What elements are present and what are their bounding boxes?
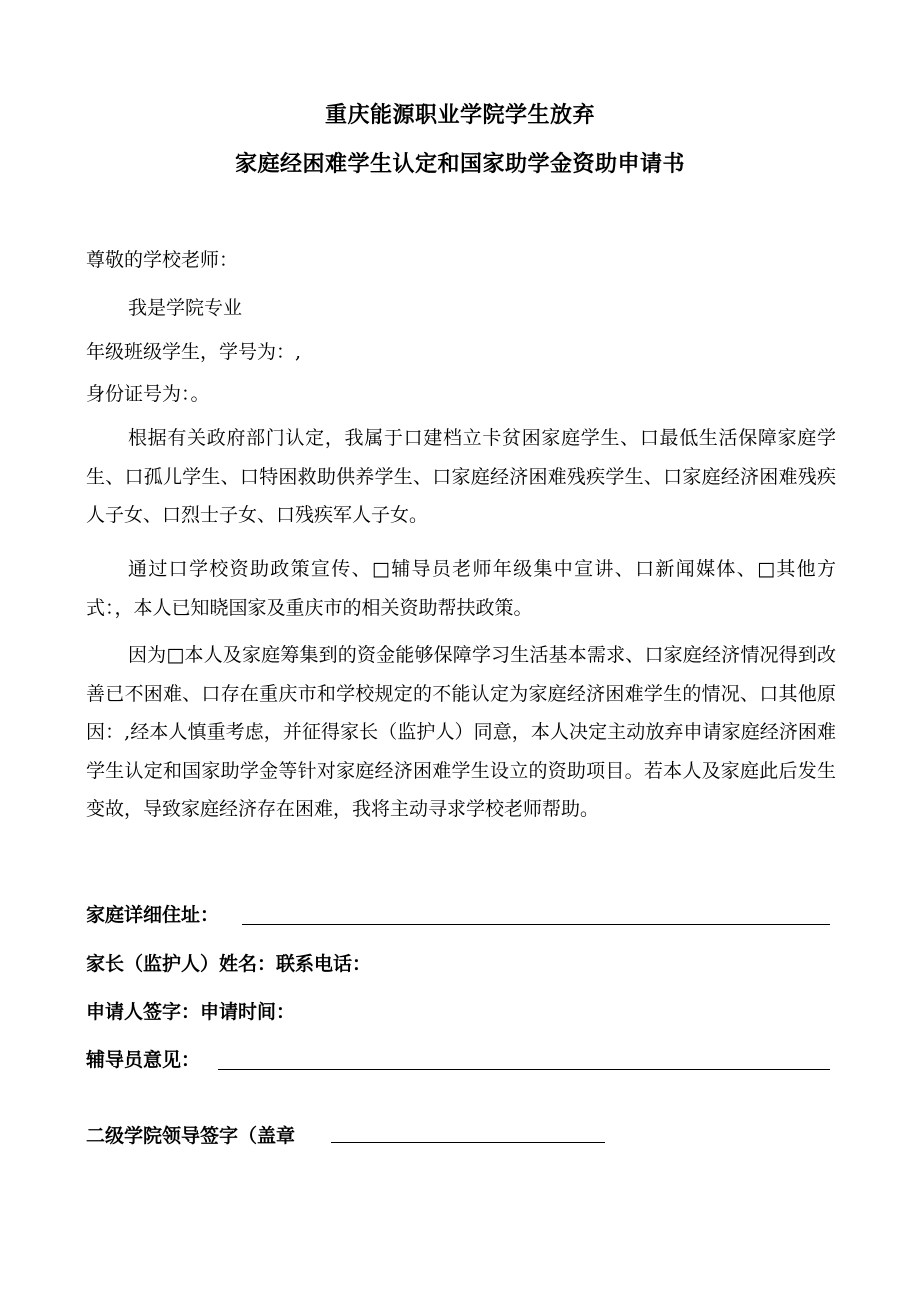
college-leader-signature-label: 二级学院领导签字（盖章 xyxy=(86,1125,296,1147)
salutation: 尊敬的学校老师： xyxy=(86,249,239,271)
college-leader-signature-underline[interactable] xyxy=(331,1142,605,1143)
paragraph-policy-awareness: 通过口学校资助政策宣传、□辅导员老师年级集中宣讲、口新闻媒体、□其他方式：，本人已知晓国家及重庆市的相关资助帮扶政策。 xyxy=(86,558,836,619)
paragraph-reason-waiver: 因为□本人及家庭筹集到的资金能够保障学习生活基本需求、口家庭经济情况得到改善已不困难、口存在重庆市和学校规定的不能认定为家庭经济困难学生的情况、口其他原因：,经本人慎重考虑，并征得家长（监护人）同意，本人决定主动放弃申请家庭经济困难学生认定和国家助学金等针对家庭经济困难学生设立的资助项目。若本人及家庭此后发生变故，导致家庭经济存在困难，我将主动寻求学校老师帮助。 xyxy=(86,644,836,820)
intro-id-number: 身份证号为：。 xyxy=(86,383,210,405)
address-underline[interactable] xyxy=(242,924,830,925)
form-title-line-2: 家庭经困难学生认定和国家助学金资助申请书 xyxy=(234,152,685,177)
counselor-opinion-underline[interactable] xyxy=(218,1069,830,1070)
guardian-contact-label: 家长（监护人）姓名：联系电话： xyxy=(86,953,372,975)
counselor-opinion-label: 辅导员意见： xyxy=(86,1049,201,1071)
form-title-line-1: 重庆能源职业学院学生放弃 xyxy=(324,103,595,128)
address-label: 家庭详细住址： xyxy=(86,904,220,926)
paragraph-identification: 根据有关政府部门认定，我属于口建档立卡贫困家庭学生、口最低生活保障家庭学生、口孤儿学生、口特困救助供养学生、口家庭经济困难残疾学生、口家庭经济困难残疾人子女、口烈士子女、口残疾军人子女。 xyxy=(86,427,836,526)
applicant-signature-label: 申请人签字：申请时间： xyxy=(86,1001,296,1023)
intro-class-student-id: 年级班级学生，学号为：, xyxy=(86,341,302,363)
intro-college-major: 我是学院专业 xyxy=(128,297,243,319)
